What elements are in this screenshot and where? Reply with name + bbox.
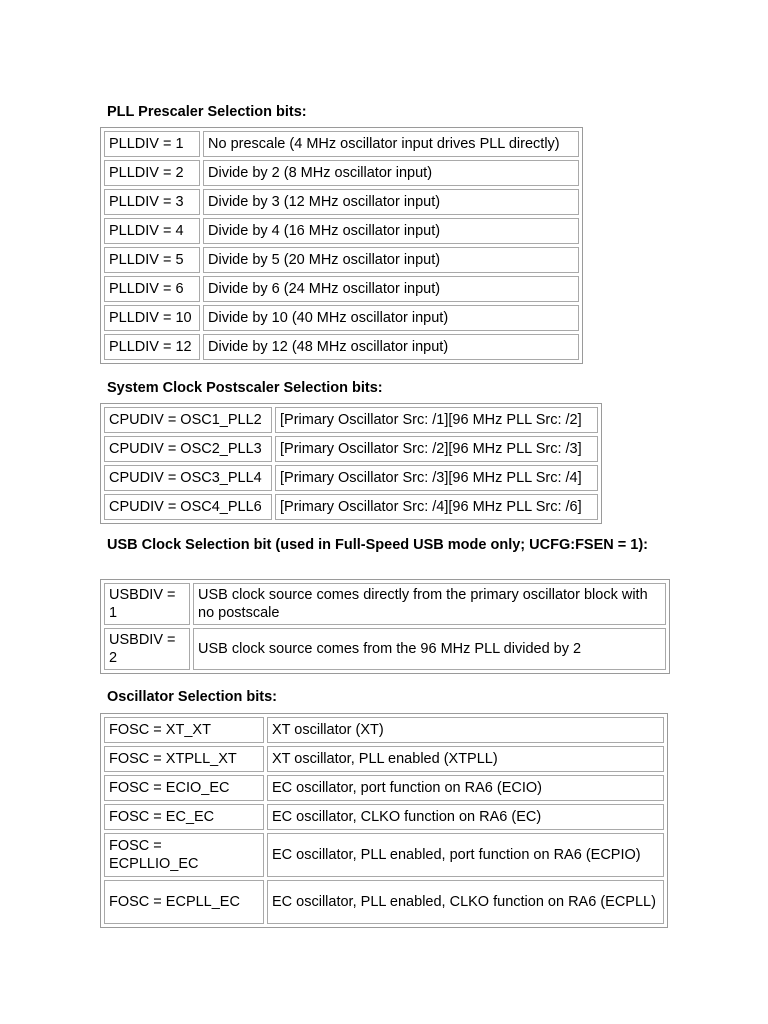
setting-cell: FOSC = EC_EC [104,804,264,830]
setting-cell: CPUDIV = OSC2_PLL3 [104,436,272,462]
description-cell: XT oscillator (XT) [267,717,664,743]
table-row [104,276,579,302]
table-row [104,717,664,743]
description-cell: EC oscillator, port function on RA6 (ECIO) [267,775,664,801]
setting-cell: FOSC = ECPLL_EC [104,880,264,924]
description-cell: [Primary Oscillator Src: /3][96 MHz PLL Src: /4] [275,465,598,491]
table-row [104,247,579,273]
table-row [104,160,579,186]
description-cell: Divide by 2 (8 MHz oscillator input) [203,160,579,186]
description-cell: Divide by 6 (24 MHz oscillator input) [203,276,579,302]
table-row [104,746,664,772]
setting-cell: PLLDIV = 5 [104,247,200,273]
pll-prescaler-heading: PLL Prescaler Selection bits: [107,104,307,120]
table-row [104,628,666,670]
description-cell: [Primary Oscillator Src: /2][96 MHz PLL Src: /3] [275,436,598,462]
table-row [104,583,666,625]
setting-cell: CPUDIV = OSC1_PLL2 [104,407,272,433]
setting-cell: FOSC = XT_XT [104,717,264,743]
setting-cell: PLLDIV = 6 [104,276,200,302]
setting-cell: PLLDIV = 10 [104,305,200,331]
table-row [104,494,598,520]
setting-cell: CPUDIV = OSC3_PLL4 [104,465,272,491]
description-cell: No prescale (4 MHz oscillator input drives PLL directly) [203,131,579,157]
description-cell: [Primary Oscillator Src: /1][96 MHz PLL Src: /2] [275,407,598,433]
table-row [104,407,598,433]
description-cell: EC oscillator, PLL enabled, CLKO function on RA6 (ECPLL) [267,880,664,924]
description-cell: EC oscillator, PLL enabled, port function on RA6 (ECPIO) [267,833,664,877]
table-row [104,189,579,215]
setting-cell: PLLDIV = 4 [104,218,200,244]
description-cell: EC oscillator, CLKO function on RA6 (EC) [267,804,664,830]
setting-cell: FOSC = ECIO_EC [104,775,264,801]
description-cell: Divide by 5 (20 MHz oscillator input) [203,247,579,273]
usb-clock-table [100,579,670,674]
table-row [104,880,664,924]
setting-text: FOSC = ECPLLIO_EC [109,838,199,872]
table-row [104,804,664,830]
setting-cell: FOSC = XTPLL_XT [104,746,264,772]
setting-cell: PLLDIV = 2 [104,160,200,186]
description-cell: USB clock source comes directly from the primary oscillator block with no postscale [193,583,666,625]
table-row [104,775,664,801]
setting-cell: CPUDIV = OSC4_PLL6 [104,494,272,520]
oscillator-table [100,713,668,928]
table-row [104,305,579,331]
description-cell: Divide by 10 (40 MHz oscillator input) [203,305,579,331]
table-row [104,465,598,491]
setting-cell: USBDIV = 1 [104,583,190,625]
setting-cell: PLLDIV = 3 [104,189,200,215]
description-cell: Divide by 3 (12 MHz oscillator input) [203,189,579,215]
setting-cell: PLLDIV = 12 [104,334,200,360]
description-cell: Divide by 12 (48 MHz oscillator input) [203,334,579,360]
table-row [104,833,664,877]
table-row [104,218,579,244]
table-row [104,436,598,462]
cpu-postscaler-table [100,403,602,524]
table-row [104,334,579,360]
usb-clock-heading: USB Clock Selection bit (used in Full-Speed USB mode only; UCFG:FSEN = 1): [107,537,648,553]
table-row [104,131,579,157]
description-cell: XT oscillator, PLL enabled (XTPLL) [267,746,664,772]
setting-cell: PLLDIV = 1 [104,131,200,157]
description-cell: Divide by 4 (16 MHz oscillator input) [203,218,579,244]
cpu-postscaler-heading: System Clock Postscaler Selection bits: [107,380,383,396]
description-cell: USB clock source comes from the 96 MHz PLL divided by 2 [193,628,666,670]
setting-cell [104,833,264,877]
pll-prescaler-table [100,127,583,364]
description-cell: [Primary Oscillator Src: /4][96 MHz PLL Src: /6] [275,494,598,520]
oscillator-heading: Oscillator Selection bits: [107,689,278,705]
setting-cell: USBDIV = 2 [104,628,190,670]
